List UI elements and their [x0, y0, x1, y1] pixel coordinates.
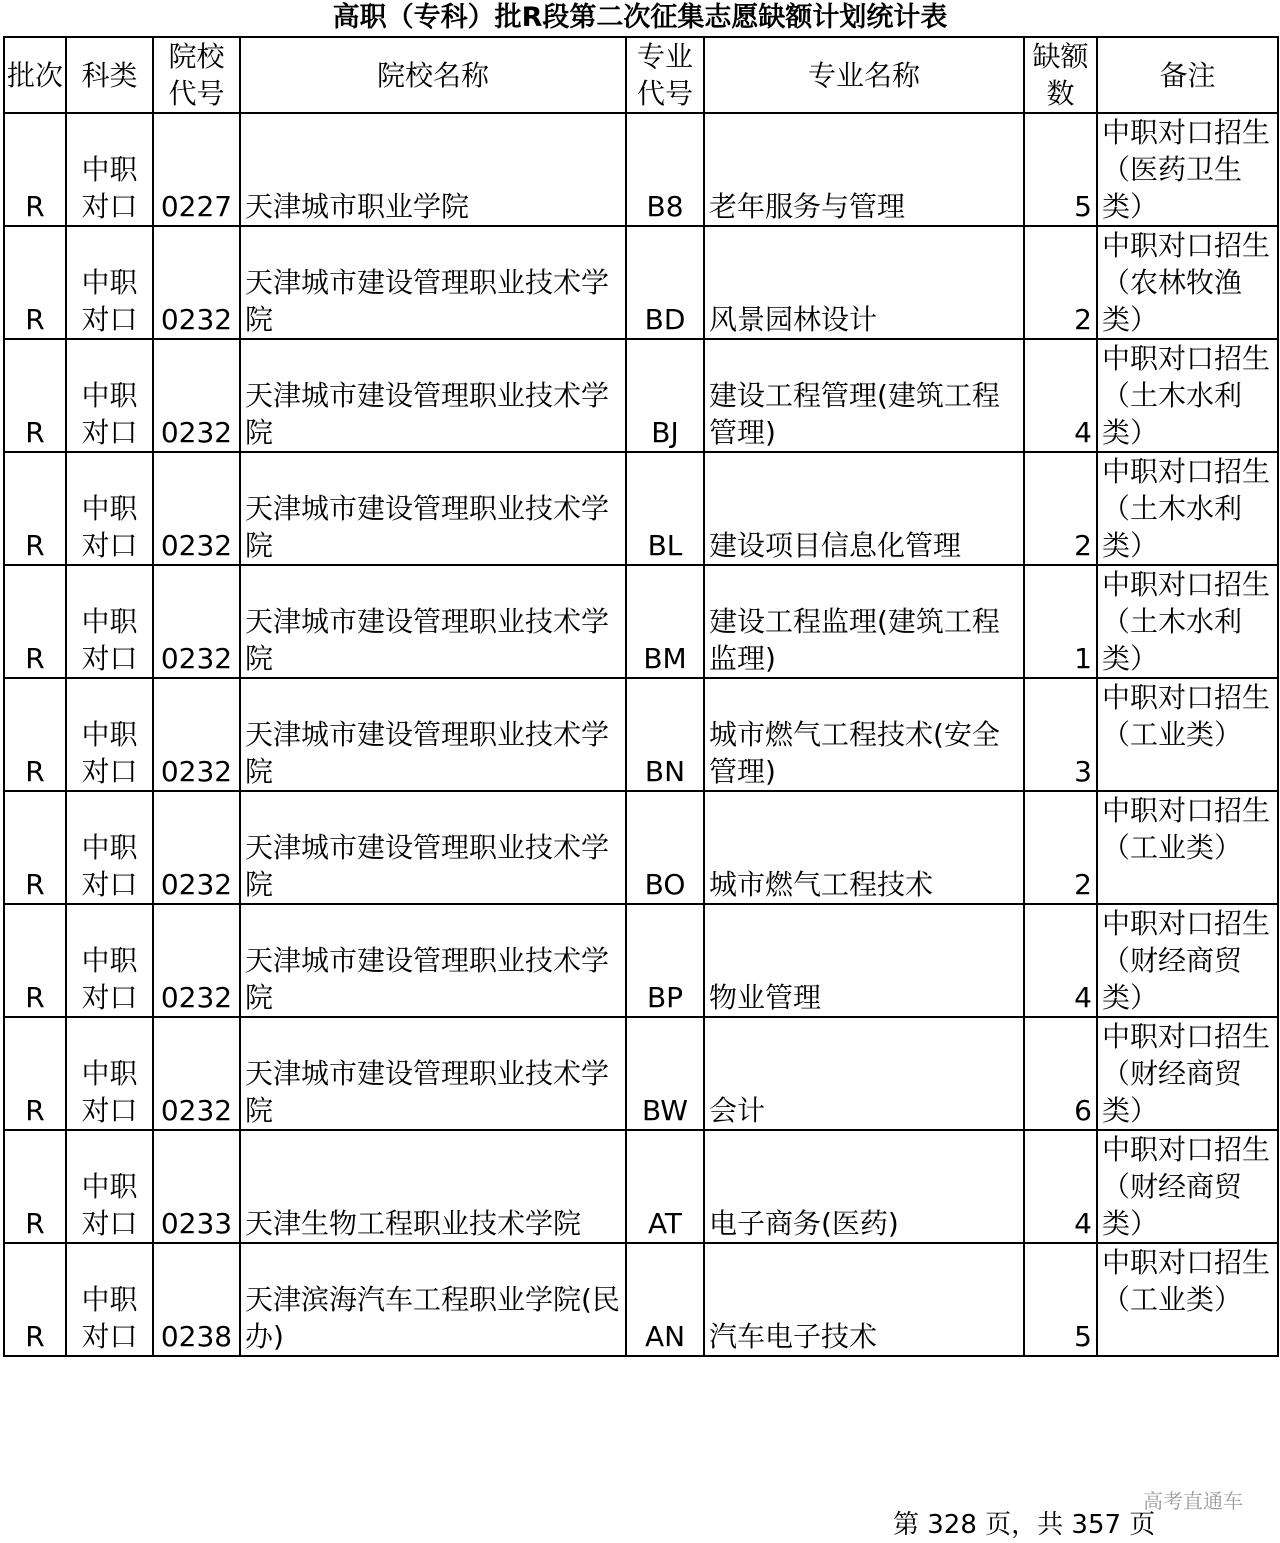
- cell-school-name: 天津城市建设管理职业技术学院: [240, 452, 626, 565]
- table-row: [4, 678, 1278, 791]
- cell-major-code: BP: [626, 904, 704, 1017]
- cell-quota: 4: [1024, 339, 1097, 452]
- table-row: [4, 791, 1278, 904]
- page-title: 高职（专科）批R段第二次征集志愿缺额计划统计表: [332, 2, 948, 33]
- cell-remark: 中职对口招生（土木水利类）: [1097, 565, 1278, 678]
- cell-major-code: AT: [626, 1130, 704, 1243]
- header-major-name: 专业名称: [704, 37, 1024, 113]
- cell-major-name: 风景园林设计: [704, 226, 1024, 339]
- cell-major-code: B8: [626, 113, 704, 226]
- cell-category: 中职对口: [66, 339, 153, 452]
- header-major-code: 专业代号: [626, 37, 704, 113]
- cell-school-code: 0232: [153, 791, 240, 904]
- table-row: [4, 565, 1278, 678]
- cell-major-code: BM: [626, 565, 704, 678]
- cell-remark: 中职对口招生（工业类）: [1097, 678, 1278, 791]
- cell-school-code: 0232: [153, 452, 240, 565]
- cell-category: 中职对口: [66, 226, 153, 339]
- cell-quota: 2: [1024, 452, 1097, 565]
- cell-major-code: BO: [626, 791, 704, 904]
- cell-batch: R: [4, 226, 66, 339]
- cell-batch: R: [4, 678, 66, 791]
- cell-major-name: 老年服务与管理: [704, 113, 1024, 226]
- cell-remark: 中职对口招生（财经商贸类）: [1097, 1017, 1278, 1130]
- cell-school-code: 0232: [153, 904, 240, 1017]
- cell-quota: 2: [1024, 226, 1097, 339]
- cell-batch: R: [4, 565, 66, 678]
- cell-quota: 5: [1024, 113, 1097, 226]
- cell-major-name: 建设项目信息化管理: [704, 452, 1024, 565]
- cell-major-name: 会计: [704, 1017, 1024, 1130]
- cell-quota: 4: [1024, 1130, 1097, 1243]
- cell-category: 中职对口: [66, 1243, 153, 1356]
- cell-school-code: 0232: [153, 339, 240, 452]
- cell-batch: R: [4, 113, 66, 226]
- table-header-row: [4, 37, 1278, 113]
- cell-major-code: BL: [626, 452, 704, 565]
- cell-school-code: 0232: [153, 1017, 240, 1130]
- cell-remark: 中职对口招生（工业类）: [1097, 1243, 1278, 1356]
- cell-major-name: 物业管理: [704, 904, 1024, 1017]
- cell-school-name: 天津城市建设管理职业技术学院: [240, 904, 626, 1017]
- cell-school-name: 天津城市建设管理职业技术学院: [240, 791, 626, 904]
- cell-school-name: 天津城市建设管理职业技术学院: [240, 226, 626, 339]
- cell-remark: 中职对口招生（医药卫生类）: [1097, 113, 1278, 226]
- header-school-name: 院校名称: [240, 37, 626, 113]
- cell-school-code: 0233: [153, 1130, 240, 1243]
- header-category: 科类: [66, 37, 153, 113]
- cell-major-name: 城市燃气工程技术(安全管理): [704, 678, 1024, 791]
- cell-major-name: 电子商务(医药): [704, 1130, 1024, 1243]
- table-row: [4, 1017, 1278, 1130]
- cell-major-name: 汽车电子技术: [704, 1243, 1024, 1356]
- table-row: [4, 904, 1278, 1017]
- table-row: [4, 339, 1278, 452]
- cell-school-name: 天津城市建设管理职业技术学院: [240, 339, 626, 452]
- cell-school-name: 天津生物工程职业技术学院: [240, 1130, 626, 1243]
- cell-category: 中职对口: [66, 1017, 153, 1130]
- cell-quota: 3: [1024, 678, 1097, 791]
- cell-batch: R: [4, 791, 66, 904]
- cell-batch: R: [4, 1130, 66, 1243]
- cell-major-code: BD: [626, 226, 704, 339]
- cell-school-name: 天津城市职业学院: [240, 113, 626, 226]
- cell-major-code: BJ: [626, 339, 704, 452]
- table-row: [4, 113, 1278, 226]
- cell-category: 中职对口: [66, 452, 153, 565]
- cell-major-code: BN: [626, 678, 704, 791]
- cell-major-name: 建设工程监理(建筑工程监理): [704, 565, 1024, 678]
- cell-category: 中职对口: [66, 678, 153, 791]
- cell-school-name: 天津城市建设管理职业技术学院: [240, 1017, 626, 1130]
- watermark-text: 高考直通车: [1143, 1489, 1243, 1513]
- header-batch: 批次: [4, 37, 66, 113]
- cell-school-code: 0232: [153, 226, 240, 339]
- cell-school-code: 0238: [153, 1243, 240, 1356]
- cell-remark: 中职对口招生（财经商贸类）: [1097, 1130, 1278, 1243]
- table-body: [4, 113, 1278, 1356]
- cell-batch: R: [4, 339, 66, 452]
- cell-quota: 1: [1024, 565, 1097, 678]
- cell-school-code: 0232: [153, 565, 240, 678]
- cell-batch: R: [4, 904, 66, 1017]
- cell-major-code: BW: [626, 1017, 704, 1130]
- cell-quota: 5: [1024, 1243, 1097, 1356]
- cell-school-name: 天津城市建设管理职业技术学院: [240, 678, 626, 791]
- cell-batch: R: [4, 1243, 66, 1356]
- cell-school-code: 0232: [153, 678, 240, 791]
- cell-school-name: 天津滨海汽车工程职业学院(民办): [240, 1243, 626, 1356]
- cell-school-name: 天津城市建设管理职业技术学院: [240, 565, 626, 678]
- header-remark: 备注: [1097, 37, 1278, 113]
- cell-remark: 中职对口招生（财经商贸类）: [1097, 904, 1278, 1017]
- cell-remark: 中职对口招生（农林牧渔类）: [1097, 226, 1278, 339]
- cell-quota: 4: [1024, 904, 1097, 1017]
- quota-table: [3, 36, 1279, 1357]
- cell-remark: 中职对口招生（土木水利类）: [1097, 452, 1278, 565]
- table-row: [4, 452, 1278, 565]
- cell-major-code: AN: [626, 1243, 704, 1356]
- cell-school-code: 0227: [153, 113, 240, 226]
- cell-remark: 中职对口招生（工业类）: [1097, 791, 1278, 904]
- cell-category: 中职对口: [66, 791, 153, 904]
- cell-batch: R: [4, 1017, 66, 1130]
- header-school-code: 院校代号: [153, 37, 240, 113]
- cell-category: 中职对口: [66, 1130, 153, 1243]
- cell-quota: 2: [1024, 791, 1097, 904]
- table-row: [4, 226, 1278, 339]
- table-row: [4, 1243, 1278, 1356]
- cell-category: 中职对口: [66, 113, 153, 226]
- cell-category: 中职对口: [66, 565, 153, 678]
- cell-batch: R: [4, 452, 66, 565]
- header-quota: 缺额数: [1024, 37, 1097, 113]
- cell-major-name: 城市燃气工程技术: [704, 791, 1024, 904]
- cell-major-name: 建设工程管理(建筑工程管理): [704, 339, 1024, 452]
- cell-quota: 6: [1024, 1017, 1097, 1130]
- page-number: 第 328 页，共 357 页: [893, 1510, 1156, 1540]
- cell-category: 中职对口: [66, 904, 153, 1017]
- cell-remark: 中职对口招生（土木水利类）: [1097, 339, 1278, 452]
- table-row: [4, 1130, 1278, 1243]
